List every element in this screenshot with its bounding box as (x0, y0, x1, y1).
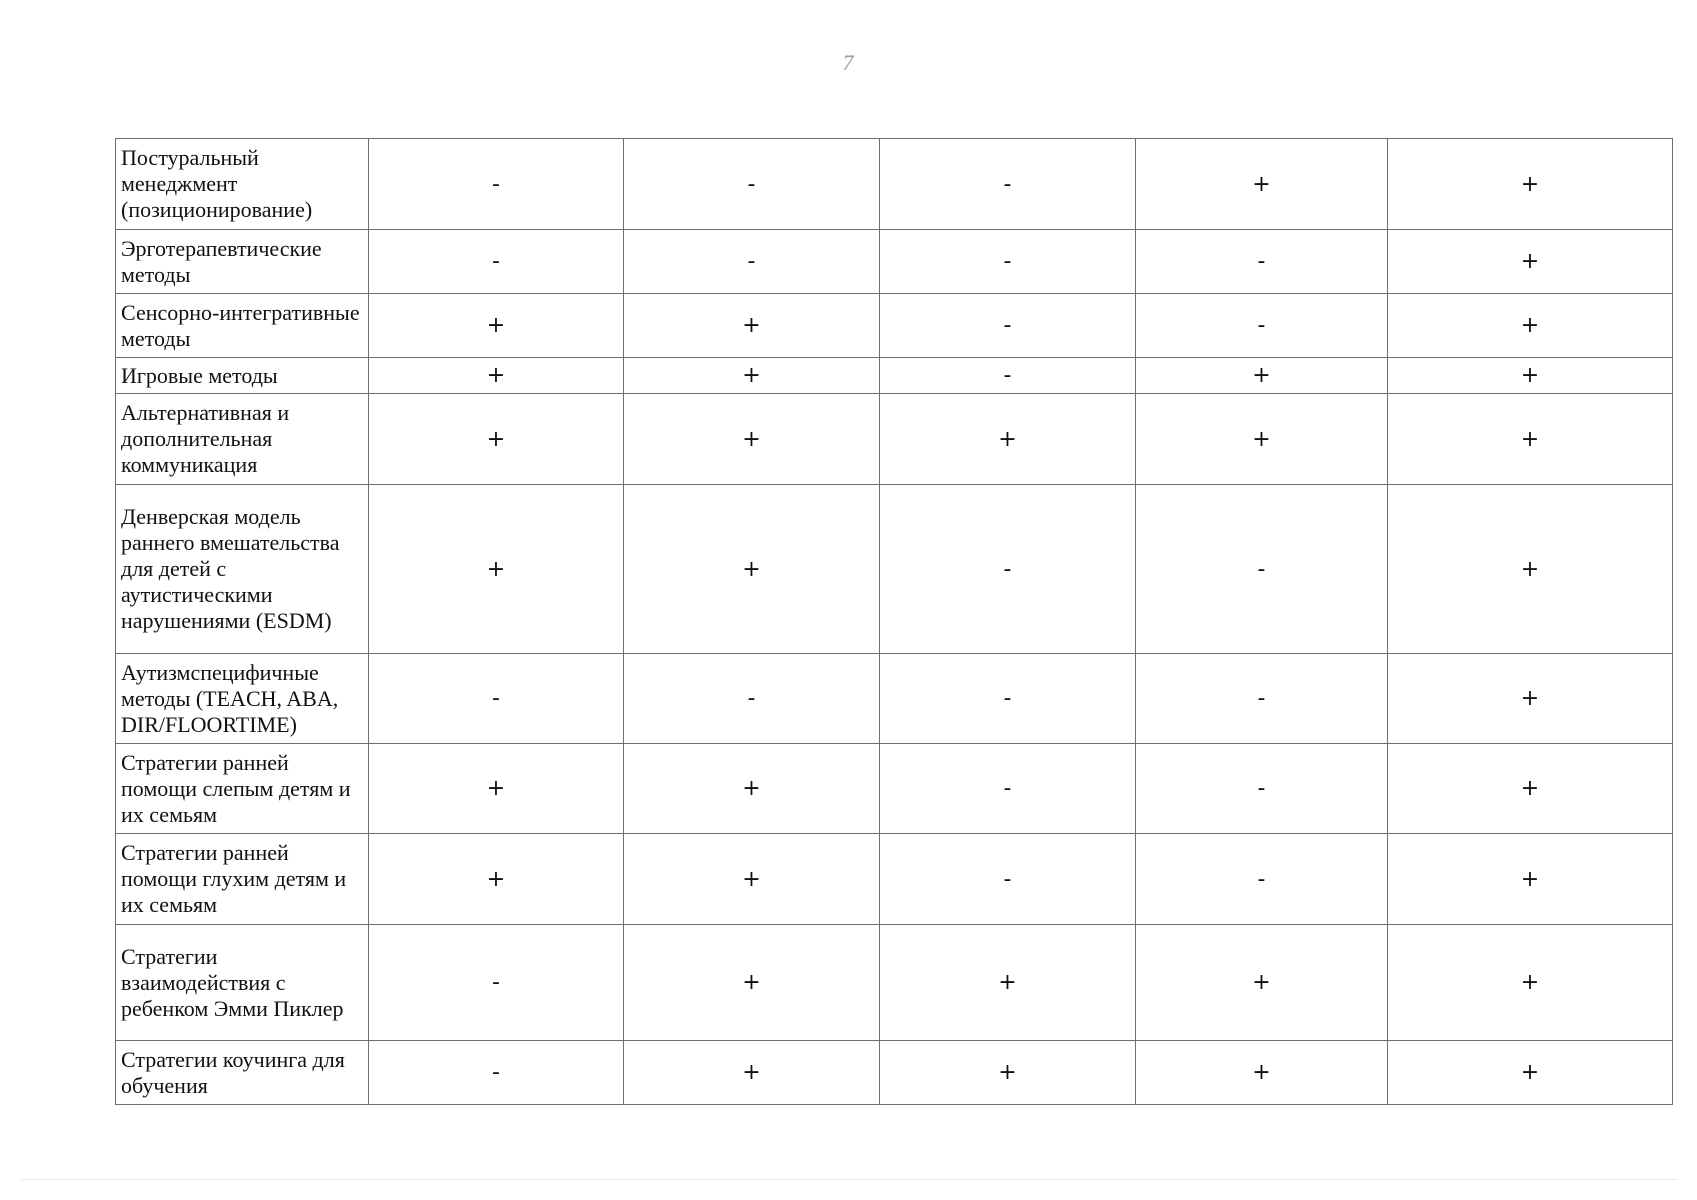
mark-cell: + (1388, 230, 1673, 294)
table-row (116, 834, 1673, 925)
mark-cell: + (624, 294, 880, 358)
table-row (116, 358, 1673, 394)
mark-cell: + (1388, 294, 1673, 358)
mark-cell: - (1136, 230, 1388, 294)
table-row (116, 744, 1673, 834)
mark-cell: + (624, 925, 880, 1041)
mark-cell: - (624, 139, 880, 230)
mark-cell: + (1388, 358, 1673, 394)
method-name: Денверская модель раннего вмешательства для детей с аутистическими нарушениями (ESDM) (116, 485, 369, 654)
method-name: Аутизмспецифичные методы (TEACH, ABA, DIR/FLOORTIME) (116, 654, 369, 744)
mark-cell: - (880, 230, 1136, 294)
table-row (116, 925, 1673, 1041)
method-name: Сенсорно-интегративные методы (116, 294, 369, 358)
table-row (116, 394, 1673, 485)
mark-cell: - (1136, 834, 1388, 925)
mark-cell: + (1388, 744, 1673, 834)
mark-cell: + (1136, 394, 1388, 485)
mark-cell: - (880, 654, 1136, 744)
mark-cell: - (880, 358, 1136, 394)
mark-cell: + (369, 744, 624, 834)
mark-cell: + (1136, 925, 1388, 1041)
mark-cell: - (624, 654, 880, 744)
mark-cell: - (369, 1041, 624, 1105)
methods-table-body (116, 139, 1673, 1105)
method-name: Стратегии коучинга для обучения (116, 1041, 369, 1105)
page-number: 7 (842, 50, 855, 75)
mark-cell: + (369, 294, 624, 358)
mark-cell: + (369, 834, 624, 925)
scan-edge-line (20, 1179, 1677, 1180)
mark-cell: + (1388, 1041, 1673, 1105)
mark-cell: + (624, 834, 880, 925)
method-name: Стратегии взаимодействия с ребенком Эмми Пиклер (116, 925, 369, 1041)
method-name: Стратегии ранней помощи слепым детям и их семьям (116, 744, 369, 834)
table-row (116, 230, 1673, 294)
mark-cell: + (369, 485, 624, 654)
mark-cell: + (1136, 1041, 1388, 1105)
mark-cell: + (1388, 485, 1673, 654)
mark-cell: - (1136, 654, 1388, 744)
methods-table (115, 138, 1673, 1105)
mark-cell: + (624, 485, 880, 654)
mark-cell: - (369, 925, 624, 1041)
mark-cell: + (880, 1041, 1136, 1105)
mark-cell: + (1388, 394, 1673, 485)
mark-cell: - (1136, 294, 1388, 358)
mark-cell: + (1388, 654, 1673, 744)
mark-cell: - (1136, 485, 1388, 654)
mark-cell: - (369, 230, 624, 294)
mark-cell: - (624, 230, 880, 294)
mark-cell: - (880, 485, 1136, 654)
method-name: Постуральный менеджмент (позиционирование) (116, 139, 369, 230)
mark-cell: + (369, 394, 624, 485)
mark-cell: + (624, 744, 880, 834)
mark-cell: + (880, 394, 1136, 485)
mark-cell: + (1136, 358, 1388, 394)
mark-cell: - (1136, 744, 1388, 834)
table-row (116, 485, 1673, 654)
mark-cell: - (880, 744, 1136, 834)
table-row (116, 654, 1673, 744)
method-name: Стратегии ранней помощи глухим детям и их семьям (116, 834, 369, 925)
method-name: Альтернативная и дополнительная коммуникация (116, 394, 369, 485)
mark-cell: + (1388, 925, 1673, 1041)
table-row (116, 139, 1673, 230)
mark-cell: + (1136, 139, 1388, 230)
mark-cell: - (880, 139, 1136, 230)
method-name: Игровые методы (116, 358, 369, 394)
mark-cell: + (369, 358, 624, 394)
mark-cell: - (369, 654, 624, 744)
mark-cell: + (624, 358, 880, 394)
mark-cell: - (369, 139, 624, 230)
method-name: Эрготерапевтические методы (116, 230, 369, 294)
mark-cell: + (624, 1041, 880, 1105)
mark-cell: + (624, 394, 880, 485)
mark-cell: + (1388, 834, 1673, 925)
mark-cell: - (880, 834, 1136, 925)
mark-cell: - (880, 294, 1136, 358)
mark-cell: + (880, 925, 1136, 1041)
table-row (116, 1041, 1673, 1105)
table-row (116, 294, 1673, 358)
mark-cell: + (1388, 139, 1673, 230)
